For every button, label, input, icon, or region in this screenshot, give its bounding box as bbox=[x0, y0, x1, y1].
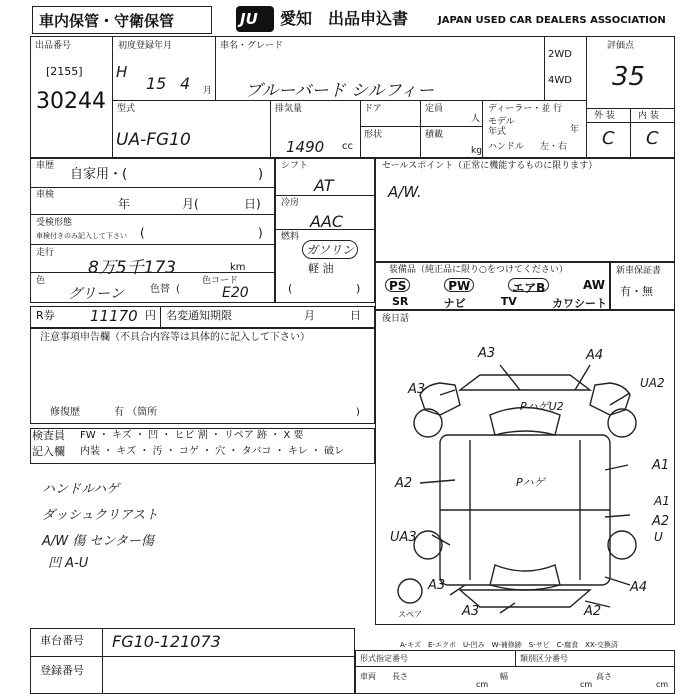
reg-number-label: 登録番号 bbox=[40, 664, 84, 677]
model-year-label2: 年式 bbox=[488, 127, 507, 137]
diagram-mark-3: A3 bbox=[408, 382, 426, 397]
load-unit: kg bbox=[471, 146, 482, 156]
selling-points-block bbox=[375, 158, 675, 262]
selling-points-value: A/W. bbox=[388, 183, 422, 201]
note-1: ハンドルハゲ bbox=[42, 482, 120, 497]
fuel-label: 燃料 bbox=[281, 232, 300, 242]
equipment-ps: PS bbox=[385, 278, 410, 292]
recycle-unit: 円 bbox=[145, 309, 156, 322]
diagram-mark-4: UA2 bbox=[640, 376, 665, 390]
displacement-value: 1490 bbox=[286, 138, 325, 156]
lot-number: 30244 bbox=[36, 89, 106, 114]
mileage-unit: km bbox=[230, 262, 246, 273]
car-name-label: 車名・グレード bbox=[220, 41, 284, 51]
footer-width: 幅 bbox=[500, 672, 508, 681]
consignor-label: 受検形態 bbox=[36, 218, 73, 228]
model-value: UA-FG10 bbox=[116, 130, 191, 150]
handle-options: 左・右 bbox=[540, 142, 568, 152]
shift-label: シフト bbox=[281, 161, 309, 171]
grade-value: 35 bbox=[612, 62, 646, 92]
footer-height: 高さ bbox=[596, 672, 612, 681]
exterior-value: C bbox=[602, 128, 615, 149]
diagram-mark-6: A2 bbox=[395, 476, 413, 491]
history-close: ) bbox=[258, 167, 264, 182]
report-label: 注意事項申告欄（不具合内容等は具体的に記入して下さい） bbox=[40, 332, 310, 343]
remarks-label: 後日話 bbox=[382, 314, 410, 324]
equipment-aw: AW bbox=[583, 278, 605, 292]
diagram-mark-5: PハゲU2 bbox=[520, 400, 564, 413]
chassis-value: FG10-121073 bbox=[112, 632, 221, 651]
inspection-year: 年 bbox=[118, 197, 131, 211]
diagram-mark-12: A3 bbox=[428, 578, 446, 593]
equipment-row-1 bbox=[385, 278, 605, 295]
color-code-value: E20 bbox=[222, 285, 249, 301]
fuel-paren: ( bbox=[288, 282, 293, 295]
car-roof-left bbox=[420, 383, 460, 415]
spare-label: スペア bbox=[398, 610, 422, 619]
color-code-label: 色コード bbox=[202, 276, 239, 286]
car-name-value: ブルーバード シルフィー bbox=[245, 81, 435, 101]
shift-value: AT bbox=[314, 176, 334, 195]
equipment-airbag: エアB bbox=[508, 278, 549, 292]
note-4: 凹 A-U bbox=[48, 556, 89, 571]
notice-deadline-month: 月 bbox=[304, 309, 315, 322]
equipment-navi: ナビ bbox=[443, 297, 466, 310]
consignor-close: ) bbox=[258, 226, 263, 240]
form-title: 出品申込書 bbox=[328, 9, 409, 28]
fuel-close: ) bbox=[356, 282, 361, 295]
wheel-front-right bbox=[608, 409, 636, 437]
ju-logo bbox=[236, 6, 274, 32]
footer-length-unit: cm bbox=[476, 680, 489, 689]
note-3: A/W 傷 センター傷 bbox=[42, 534, 154, 549]
inspection-label: 車検 bbox=[36, 190, 55, 200]
inspection-month-day: 月( bbox=[182, 197, 199, 211]
door-label: ドア bbox=[364, 104, 382, 114]
warranty-options: 有・無 bbox=[620, 285, 653, 298]
fuel-diesel: 軽 油 bbox=[308, 262, 334, 275]
diagram-mark-8: A1 bbox=[652, 458, 670, 473]
displacement-label: 排気量 bbox=[275, 104, 303, 114]
footer-label-2: 類別区分番号 bbox=[520, 654, 568, 663]
car-roof-right bbox=[590, 383, 630, 415]
car-rear-window bbox=[490, 565, 560, 590]
exterior-label: 外 装 bbox=[594, 111, 615, 121]
footer-label-1: 形式指定番号 bbox=[360, 654, 408, 663]
color-value: グリーン bbox=[68, 286, 124, 302]
ac-value: AAC bbox=[310, 212, 344, 231]
registration-label: 初度登録年月 bbox=[118, 41, 173, 51]
repair-value: 有 （箇所 bbox=[114, 407, 158, 418]
wheel-front-left bbox=[414, 409, 442, 437]
inspector-label-1: 検査員 bbox=[32, 429, 65, 442]
ju-logo-text: JU bbox=[240, 10, 258, 28]
diagram-mark-10: UA3 bbox=[390, 530, 417, 545]
shape-label: 形状 bbox=[364, 130, 383, 140]
grade-label: 評価点 bbox=[607, 41, 635, 51]
chassis-label: 車台番号 bbox=[40, 634, 84, 647]
wheel-rear-left bbox=[414, 531, 442, 559]
registration-era: H bbox=[116, 63, 128, 81]
org-english: JAPAN USED CAR DEALERS ASSOCIATION bbox=[438, 15, 666, 26]
wheel-rear-right bbox=[608, 531, 636, 559]
storage-notice: 車内保管・守衛保管 bbox=[39, 12, 175, 30]
model-label: 型式 bbox=[117, 104, 136, 114]
color-label: 色 bbox=[36, 276, 46, 286]
equipment-leather: カワシート bbox=[552, 297, 607, 310]
lot-sub-number: [2155] bbox=[46, 65, 83, 78]
consignor-paren: ( bbox=[140, 226, 145, 240]
selling-points-label: セールスポイント（正常に機能するものに限ります） bbox=[382, 161, 598, 171]
capacity-label: 定員 bbox=[425, 104, 444, 114]
equipment-label: 装備品（純正品に限り○をつけてください） bbox=[389, 265, 568, 275]
equipment-sr: SR bbox=[392, 295, 409, 308]
damage-legend: A-キズ E-エクボ U-凹み W-補修跡 S-サビ C-腐食 XX-交換済 bbox=[400, 641, 618, 649]
notice-deadline-day: 日 bbox=[350, 309, 361, 322]
load-label: 積載 bbox=[425, 130, 444, 140]
color-change-paren: ( bbox=[176, 284, 180, 295]
registration-month-unit: 月 bbox=[203, 86, 213, 96]
car-front-outline bbox=[460, 375, 590, 390]
equipment-row-2 bbox=[392, 295, 607, 309]
history-value: 自家用・( bbox=[70, 167, 128, 182]
equipment-pw: PW bbox=[444, 278, 474, 292]
footer-width-unit: cm bbox=[580, 680, 593, 689]
recycle-label: R券 bbox=[36, 309, 55, 322]
diagram-mark-7: Pハゲ bbox=[516, 476, 545, 489]
warranty-label: 新車保証書 bbox=[616, 266, 662, 276]
notice-deadline-label: 名変通知期限 bbox=[166, 309, 232, 322]
registration-month: 4 bbox=[180, 74, 191, 93]
footer-length: 長さ bbox=[392, 672, 408, 681]
diagram-mark-15: A4 bbox=[630, 580, 648, 595]
repair-close: ) bbox=[356, 407, 360, 418]
recycle-value: 11170 bbox=[90, 307, 138, 325]
footer-label-3: 車両 bbox=[360, 672, 376, 681]
equipment-tv: TV bbox=[500, 295, 517, 308]
inspector-row-1: FW ・ キズ ・ 凹 ・ ヒビ 割 ・ リペア 跡 ・ X 要 bbox=[80, 430, 304, 441]
footer-height-unit: cm bbox=[656, 680, 669, 689]
fuel-value: ガソリン bbox=[302, 240, 358, 259]
dealer-label: ディーラー・並 行 bbox=[488, 104, 563, 114]
org-name: 愛知 bbox=[280, 9, 313, 28]
mileage-label: 走行 bbox=[36, 248, 55, 258]
car-rear-outline bbox=[460, 590, 590, 607]
inspector-row-2: 内装 ・ キズ ・ 汚 ・ コゲ ・ 穴 ・ タバコ ・ キレ ・ 破レ bbox=[80, 446, 345, 457]
note-2: ダッシュクリアスト bbox=[42, 508, 159, 523]
registration-year: 15 bbox=[146, 74, 167, 93]
history-label: 車歴 bbox=[36, 161, 55, 171]
inspector-label-2: 記入欄 bbox=[32, 445, 65, 458]
storage-notice-box bbox=[32, 6, 212, 34]
diagram-mark-14: A2 bbox=[584, 604, 602, 619]
diagram-mark-13: A3 bbox=[462, 604, 480, 619]
repair-label: 修復歴 bbox=[50, 407, 80, 418]
diagram-mark-2: A4 bbox=[586, 348, 604, 363]
ac-label: 冷房 bbox=[281, 198, 300, 208]
diagram-mark-1: A3 bbox=[478, 346, 496, 361]
displacement-unit: cc bbox=[342, 141, 353, 152]
interior-value: C bbox=[646, 128, 659, 149]
inspection-day: 日) bbox=[244, 197, 261, 211]
diagram-mark-9: A2 bbox=[652, 514, 670, 529]
interior-label: 内 装 bbox=[638, 111, 659, 121]
model-year-label1: モデル bbox=[488, 117, 515, 127]
consignor-note: 車検付きのみ記入して下さい bbox=[36, 232, 127, 240]
mileage-value: 8万5千173 bbox=[88, 258, 177, 278]
capacity-unit: 人 bbox=[471, 114, 481, 124]
model-year-unit: 年 bbox=[570, 125, 580, 135]
lot-label: 出品番号 bbox=[35, 41, 72, 51]
color-change-label: 色替 bbox=[150, 284, 170, 295]
drive-2wd: 2WD bbox=[548, 49, 572, 60]
diagram-mark-16: A1 bbox=[654, 494, 670, 508]
diagram-mark-11: U bbox=[654, 530, 663, 544]
handle-label: ハンドル bbox=[488, 142, 525, 152]
drive-4wd: 4WD bbox=[548, 75, 572, 86]
spare-tire bbox=[398, 579, 422, 603]
